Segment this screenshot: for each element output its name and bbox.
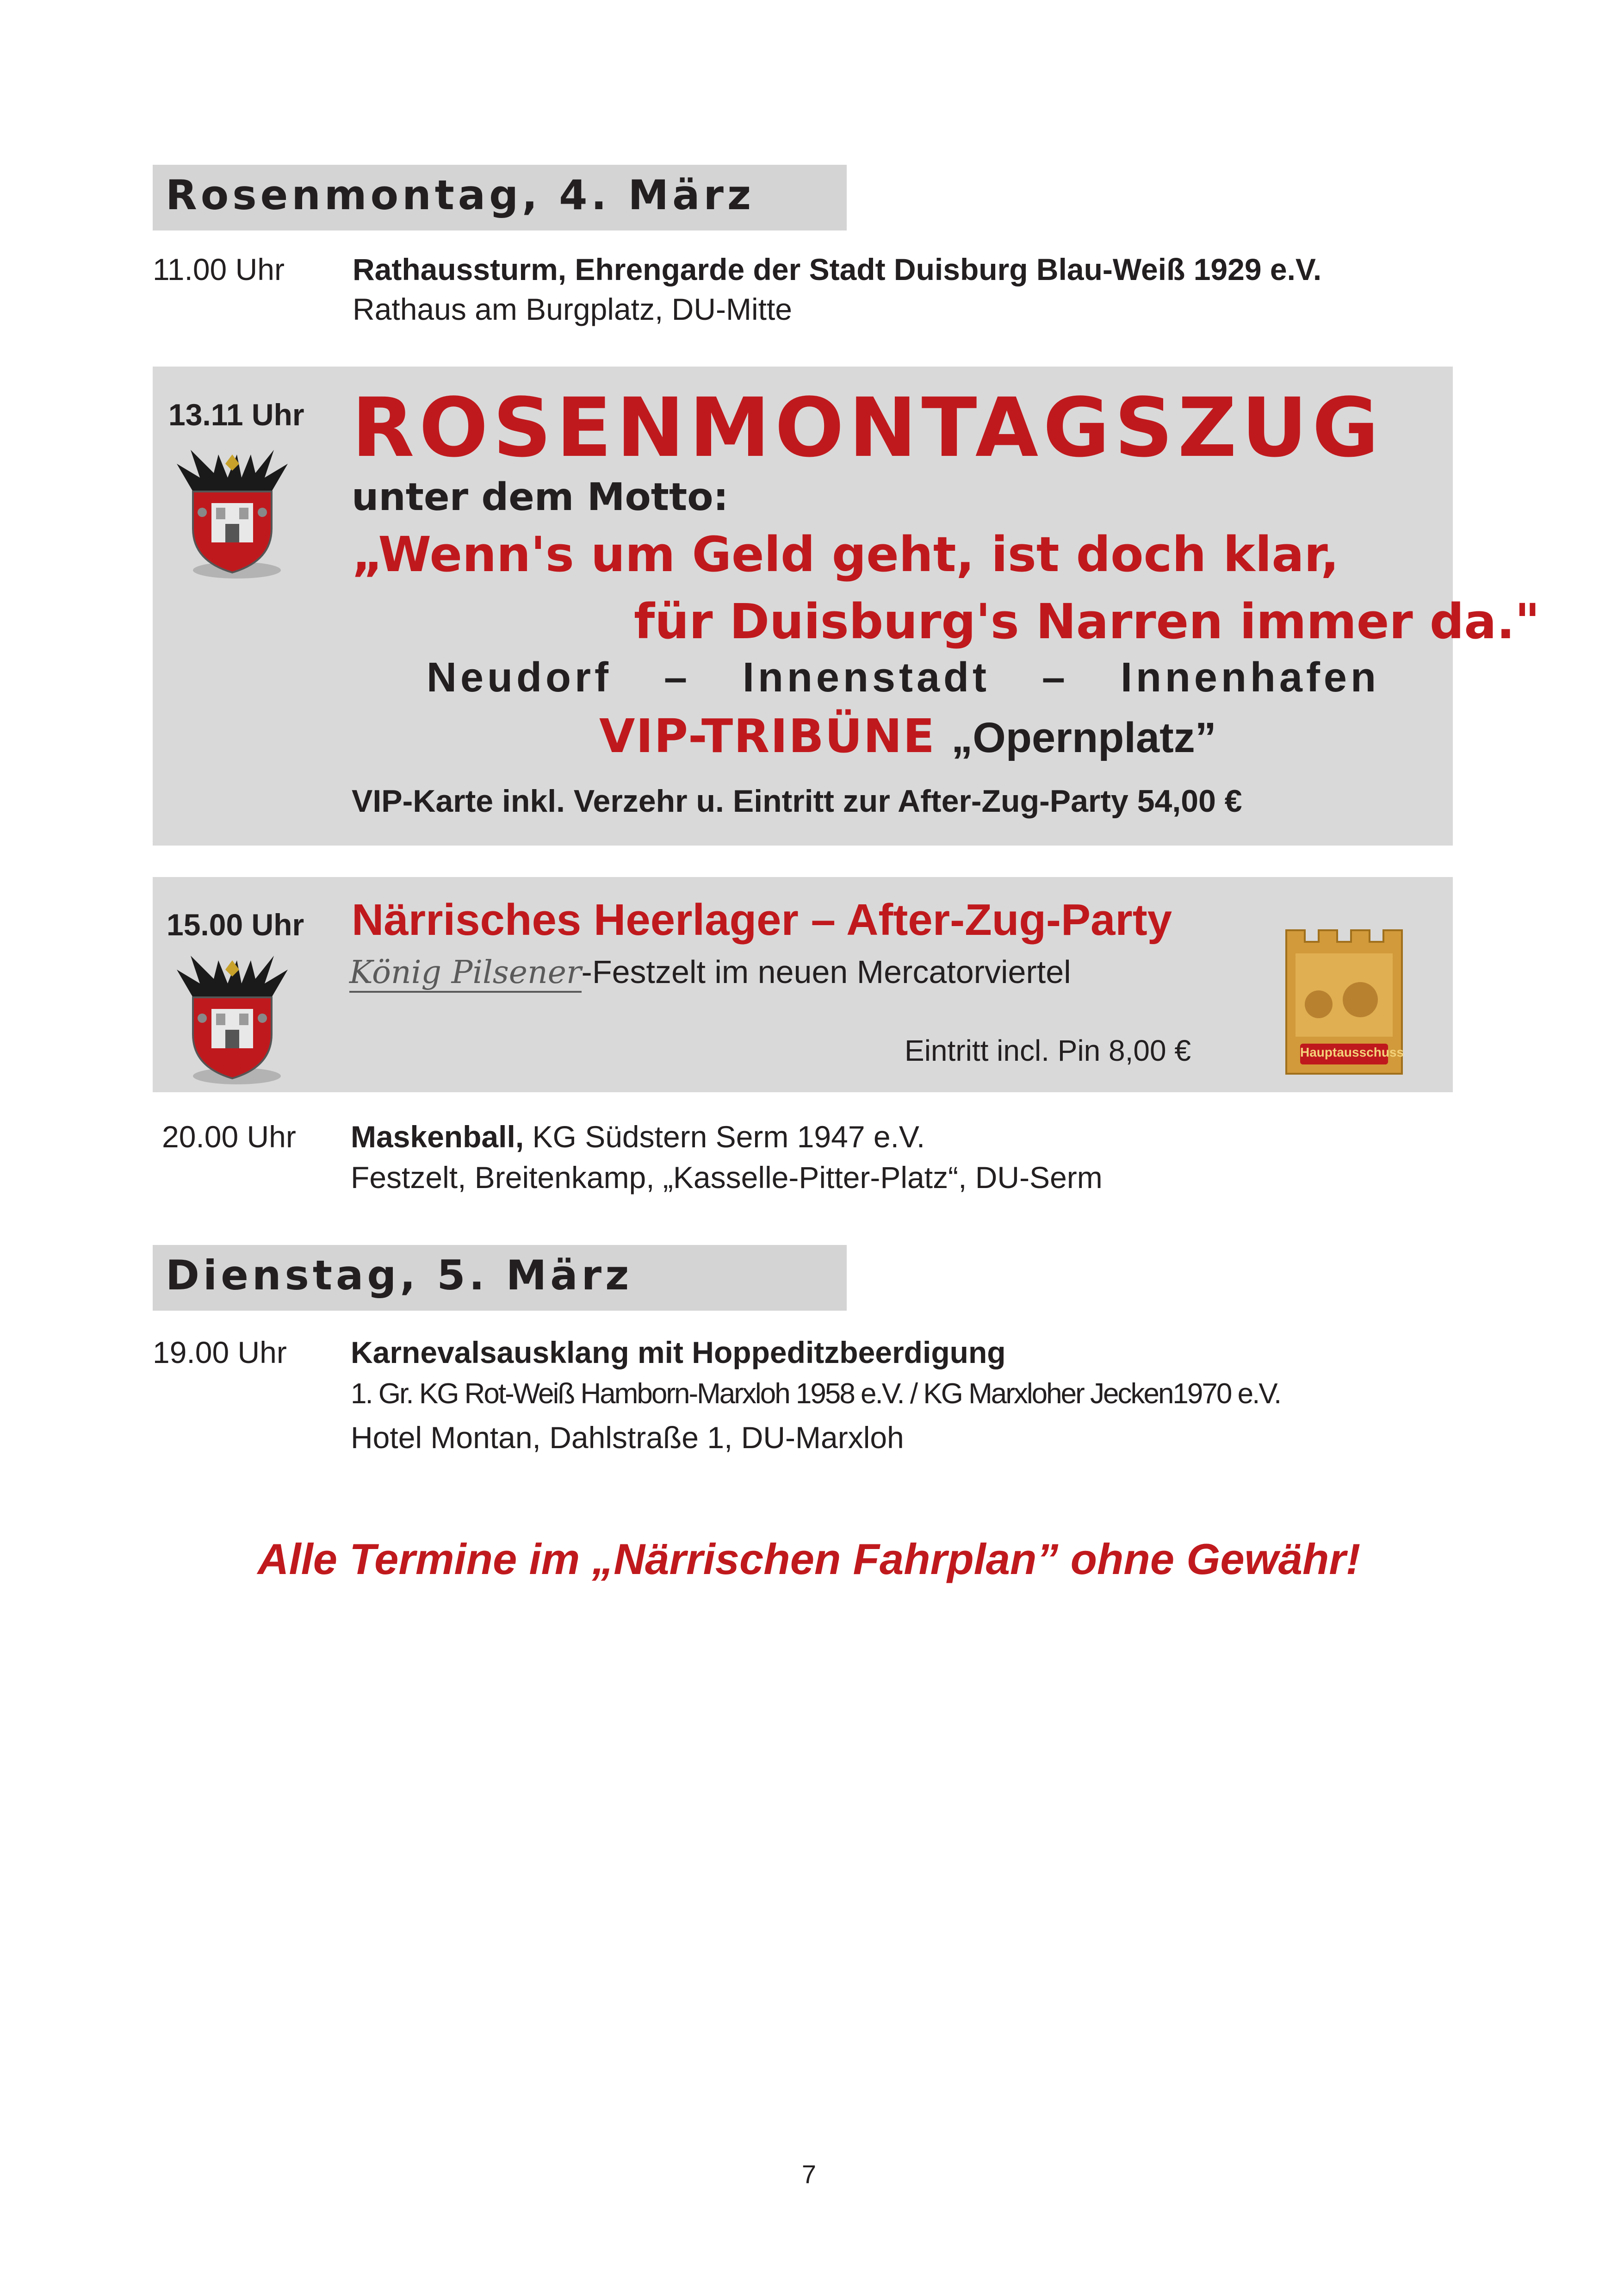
route-stop: Innenstadt [742, 654, 990, 701]
event-organizers: 1. Gr. KG Rot-Weiß Hamborn-Marxloh 1958 e.V. / KG Marxloher Jecken1970 e.V. [351, 1378, 1281, 1410]
event-location: Festzelt, Breitenkamp, „Kasselle-Pitter-Platz“, DU-Serm [351, 1160, 1103, 1195]
vip-place: „Opernplatz” [951, 714, 1216, 761]
event-time: 20.00 Uhr [162, 1120, 296, 1154]
parade-time: 13.11 Uhr [168, 398, 304, 432]
party-title: Närrisches Heerlager – After-Zug-Party [352, 895, 1172, 945]
event-time: 11.00 Uhr [153, 252, 285, 286]
page-number: 7 [801, 2159, 817, 2189]
route-stop: Neudorf [427, 654, 612, 701]
party-venue-line [349, 953, 1071, 991]
parade-route [427, 654, 1380, 701]
parade-panel [153, 367, 1540, 846]
parade-title: ROSENMONTAGSZUG [352, 380, 1384, 475]
duisburg-coat-of-arms-icon [172, 951, 292, 1090]
koenig-pilsener-logo: König Pilsener [349, 954, 582, 993]
party-venue: -Festzelt im neuen Mercatorviertel [581, 954, 1071, 990]
day-header-label: Rosenmontag, 4. März [166, 171, 755, 219]
event-title: Rathaussturm, Ehrengarde der Stadt Duisburg Blau-Weiß 1929 e.V. [353, 252, 1322, 286]
vip-line [599, 709, 1216, 763]
duisburg-coat-of-arms-icon [172, 445, 292, 584]
day-header-tuesday [153, 1245, 847, 1311]
carnival-pin-image [1282, 921, 1407, 1078]
event-title-line [351, 1119, 925, 1154]
event-location: Hotel Montan, Dahlstraße 1, DU-Marxloh [351, 1420, 904, 1455]
event-time: 19.00 Uhr [153, 1335, 287, 1369]
day-header-label: Dienstag, 5. März [166, 1251, 633, 1299]
pin-caption: Hauptausschuss [1300, 1045, 1404, 1059]
parade-motto-line2: für Duisburg's Narren immer da." [634, 593, 1540, 650]
event-title: Karnevalsausklang mit Hoppeditzbeerdigung [351, 1335, 1006, 1369]
event-organizer: KG Südstern Serm 1947 e.V. [524, 1120, 925, 1154]
party-entry: Eintritt incl. Pin 8,00 € [905, 1034, 1191, 1067]
disclaimer: Alle Termine im „Närrischen Fahrplan” ohne Gewähr! [257, 1535, 1361, 1583]
parade-motto-intro: unter dem Motto: [352, 475, 729, 519]
parade-motto-line1: „Wenn's um Geld geht, ist doch klar, [352, 526, 1339, 583]
vip-ticket: VIP-Karte inkl. Verzehr u. Eintritt zur After-Zug-Party 54,00 € [352, 784, 1242, 819]
event-location: Rathaus am Burgplatz, DU-Mitte [353, 292, 793, 326]
vip-tribune-label: VIP-TRIBÜNE [599, 709, 936, 763]
route-stop: Innenhafen [1120, 654, 1380, 701]
route-separator: – [1041, 654, 1069, 701]
party-panel [153, 877, 1453, 1092]
event-title: Maskenball, [351, 1120, 524, 1154]
route-separator: – [663, 654, 691, 701]
day-header-monday [153, 165, 847, 230]
party-time: 15.00 Uhr [167, 908, 304, 942]
